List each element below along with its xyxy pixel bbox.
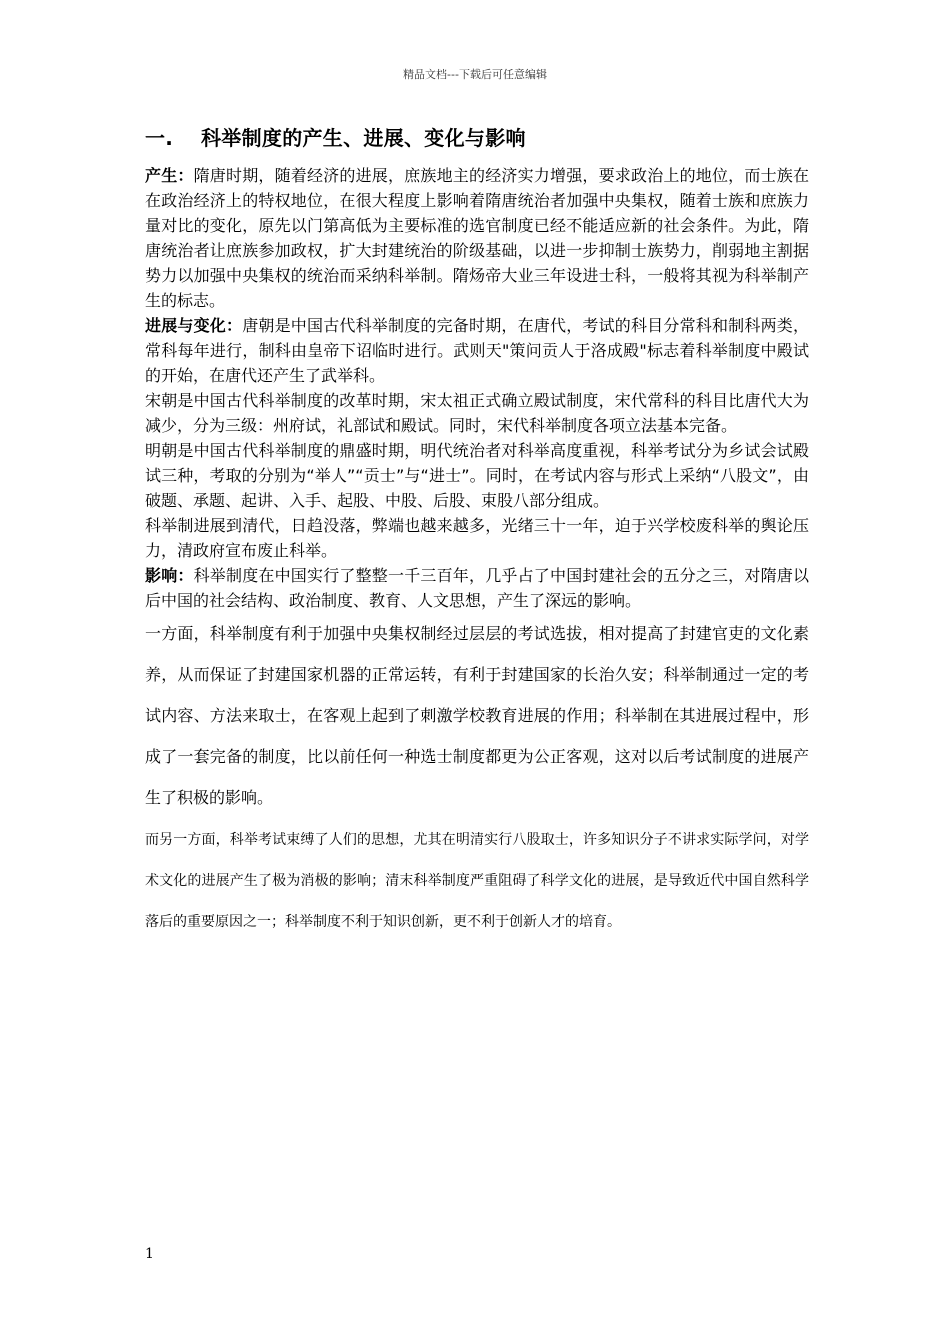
text-development-tang: 唐朝是中国古代科举制度的完备时期，在唐代，考试的科目分常科和制科两类，常科每年进行，制科由皇帝下诏临时进行。武则天"策问贡人于洛成殿"标志着科举制度中殿试的开始，在唐代还产生了武举科。 [145,316,809,385]
section-title-text: 科举制度的产生、进展、变化与影响 [201,126,526,150]
text-origin: 隋唐时期，随着经济的进展，庶族地主的经济实力增强，要求政治上的地位，而士族在在政治经济上的特权地位，在很大程度上影响着隋唐统治者加强中央集权，随着士族和庶族力量对比的变化，原先以门第高低为主要标准的选官制度已经不能适应新的社会条件。为此，隋唐统治者让庶族参加政权，扩大封建统治的阶级基础，以进一步抑制士族势力，削弱地主割据势力以加强中央集权的统治而采纳科举制。隋炀帝大业三年设进士科，一般将其视为科举制产生的标志。 [145,166,809,310]
label-development: 进展与变化： [145,316,243,335]
text-influence: 科举制度在中国实行了整整一千三百年，几乎占了中国封建社会的五分之三，对隋唐以后中国的社会结构、政治制度、教育、人文思想，产生了深远的影响。 [145,566,809,610]
section-number: 一. [145,126,174,150]
label-origin: 产生： [145,166,194,185]
paragraph-qing: 科举制进展到清代，日趋没落，弊端也越来越多，光绪三十一年，迫于兴学校废科举的舆论压力，清政府宣布废止科举。 [145,516,809,560]
paragraph-influence [145,563,809,613]
paragraph-ming: 明朝是中国古代科举制度的鼎盛时期，明代统治者对科举高度重视，科举考试分为乡试会试殿试三种，考取的分别为“举人”“贡士”与“进士”。同时，在考试内容与形式上采纳“八股文”，由破题、承题、起讲、入手、起股、中股、后股、束股八部分组成。 [145,441,809,510]
paragraph-origin [145,163,809,313]
paragraph-negative-influence: 而另一方面，科举考试束缚了人们的思想，尤其在明清实行八股取士，许多知识分子不讲求实际学问，对学术文化的进展产生了极为消极的影响；清末科举制度严重阻碍了科学文化的进展，是导致近代中国自然科学落后的重要原因之一；科举制度不利于知识创新，更不利于创新人才的培育。 [145,832,809,930]
paragraph-positive-influence: 一方面，科举制度有利于加强中央集权制经过层层的考试选拔，相对提高了封建官吏的文化素养，从而保证了封建国家机器的正常运转，有利于封建国家的长治久安；科举制通过一定的考试内容、方法来取士，在客观上起到了刺激学校教育进展的作用；科举制在其进展过程中，形成了一套完备的制度，比以前任何一种选士制度都更为公正客观，这对以后考试制度的进展产生了积极的影响。 [145,624,809,807]
section-title [145,124,809,152]
page-number: 1 [145,1246,154,1262]
page-header: 精品文档---下载后可任意编辑 [403,68,547,81]
paragraph-development [145,313,809,388]
document-body [145,124,809,943]
label-influence: 影响： [145,566,194,585]
paragraph-song: 宋朝是中国古代科举制度的改革时期，宋太祖正式确立殿试制度，宋代常科的科目比唐代大为减少，分为三级：州府试，礼部试和殿试。同时，宋代科举制度各项立法基本完备。 [145,391,809,435]
